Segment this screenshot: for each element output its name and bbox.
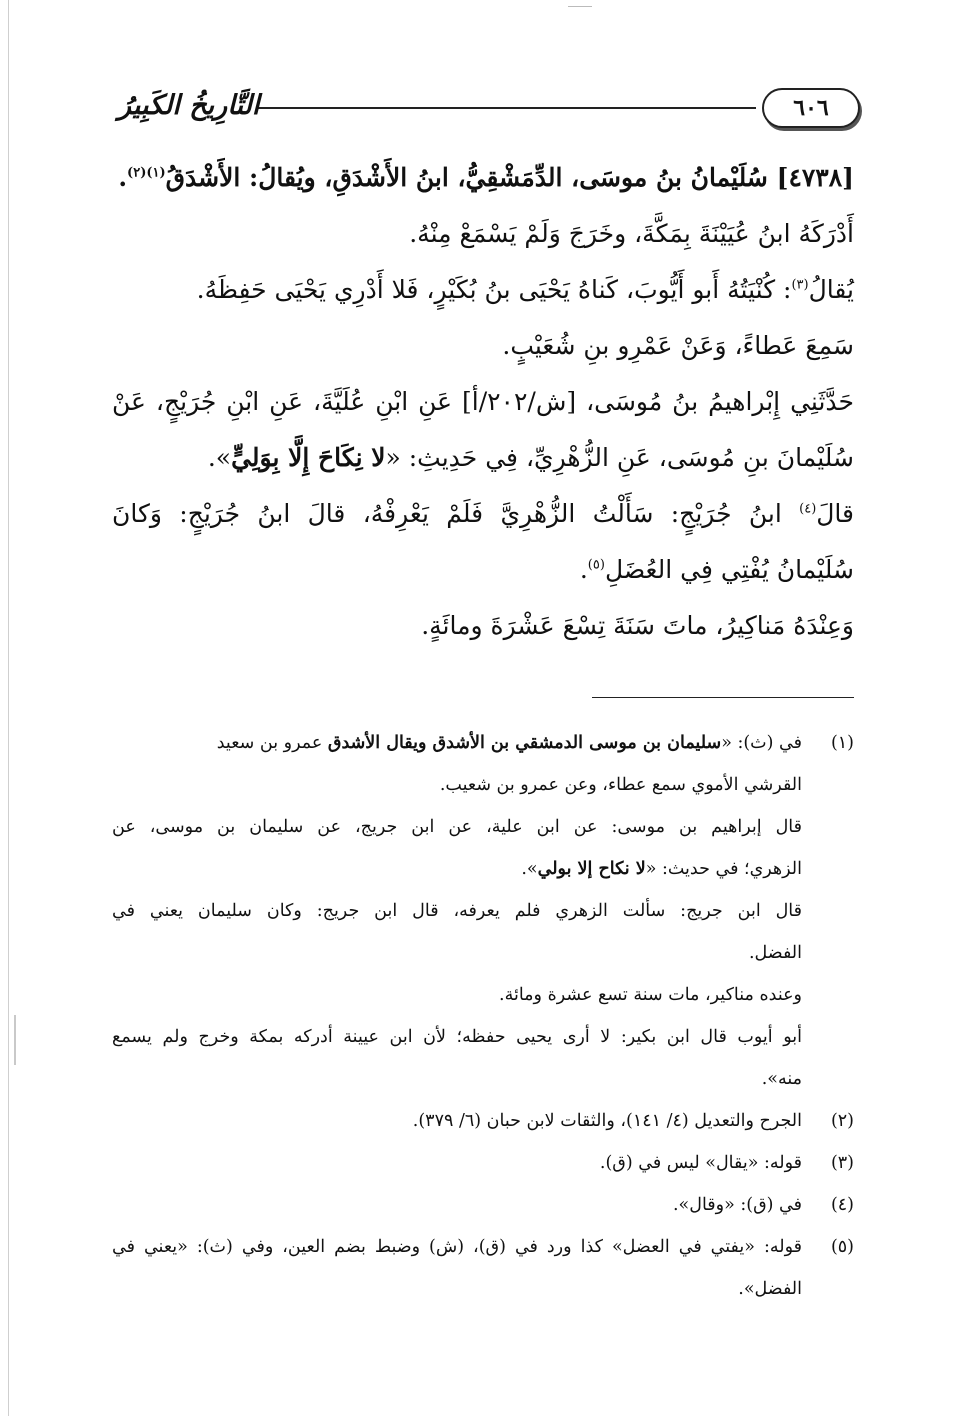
footnote-3 (112, 1142, 854, 1184)
footnote-number: (١) (830, 733, 854, 753)
page-number: ٦٠٦ (793, 95, 829, 121)
footnote-ref: (٣) (791, 277, 809, 293)
footnote-number: (٢) (830, 1111, 854, 1131)
footnote-5 (112, 1226, 854, 1310)
footnote-line (112, 848, 802, 890)
text-line: حَدَّثَنِي إِبْراهيمُ بنُ مُوسَى، [ش/٢٠٢/أ] عَنِ ابْنِ عُلَيَّةَ، عَنِ ابْنِ جُرَيْجٍ، عَنْ (112, 387, 854, 416)
scan-mark (568, 6, 592, 7)
footnote-ref: (٤) (799, 501, 817, 517)
entry-title: سُلَيْمانُ بنُ موسَى، الدِّمَشْقِيُّ، ابنُ الأَشْدَقِ، ويُقالُ: الأَشْدَقُ (165, 163, 768, 192)
book-title: التَّارِيخُ الكَبِيرُ (118, 90, 260, 121)
footnote-bold: لا نكاح إلا بولي (537, 859, 646, 879)
text-span: ». (521, 859, 538, 879)
text-line: أَدْرَكَهُ ابنُ عُيَيْنَةَ بِمَكَّةَ، وخَرَجَ وَلَمْ يَسْمَعْ مِنْهُ. (409, 219, 854, 248)
footnote-line: قال ابن جريج: سألت الزهري فلم يعرفه، قال ابن جريج: وكان سليمان يعني في (112, 901, 802, 921)
footnote-line: الجرح والتعديل (٤/ ١٤١)، والثقات لابن حبان (٦/ ٣٧٩). (412, 1111, 802, 1131)
entry-number: [٤٧٣٨] (776, 163, 854, 192)
footnote-line: قوله: «يفتي في العضل» كذا ورد في (ق)، (ش) وضبط بضم العين، وفي (ث): «يعني في (112, 1237, 802, 1257)
text-line (112, 430, 854, 486)
footnote-line: في (ق): «وقال». (672, 1195, 802, 1215)
footnote-line: أبو أيوب قال ابن بكير: لا أرى يحيى حفظه؛ لأن ابن عيينة أدركه بمكة وخرج ولم يسمع (112, 1027, 802, 1047)
main-text (112, 150, 854, 654)
footnote-ref: (١)(٢) (127, 165, 166, 181)
footnote-2 (112, 1100, 854, 1142)
text-span: في (ث): « (721, 733, 802, 753)
text-line: وَعِنْدَهُ مَناكِيرُ، ماتَ سَنَةَ تِسْعَ عَشْرَةَ ومائَةٍ. (421, 611, 854, 640)
footnote-line: قال إبراهيم بن موسى: عن ابن علية، عن ابن جريج، عن سليمان بن موسى، عن (112, 817, 802, 837)
text-span: . (579, 555, 588, 584)
text-span: سُلَيْمانَ بنِ مُوسَى، عَنِ الزُّهْرِيِّ، فِي حَدِيثِ: « (385, 443, 854, 472)
text-line (112, 262, 854, 318)
scan-mark (14, 1015, 16, 1065)
footnote-bold: سليمان بن موسى الدمشقي بن الأشدق ويقال الأشدق (327, 733, 722, 753)
text-span: قالَ (816, 499, 854, 528)
entry-end: . (118, 163, 128, 192)
footnote-line: قوله: «يقال» ليس في (ق). (599, 1153, 802, 1173)
text-span: ». (207, 443, 232, 472)
text-span: : كُنْيَتُهُ أَبو أَيُّوبَ، كَناهُ يَحْيَى بنُ بُكَيْرٍ، فَلا أَدْرِي يَحْيَى حَفِظَهُ. (196, 275, 792, 304)
text-span: الزهري؛ في حديث: « (645, 859, 802, 879)
text-line (112, 486, 854, 542)
footnote-line: القرشي الأموي سمع عطاء، وعن عمرو بن شعيب. (439, 775, 802, 795)
entry-heading (112, 150, 854, 206)
footnote-number: (٣) (830, 1153, 854, 1173)
footnote-ref: (٥) (587, 557, 605, 573)
text-span: يُقالُ (808, 275, 854, 304)
footnote-line: منه». (761, 1069, 802, 1089)
text-span: عمرو بن سعيد (216, 733, 328, 753)
footnote-line: وعنده مناكير، مات سنة تسع عشرة ومائة. (499, 985, 802, 1005)
footnotes (112, 722, 854, 1310)
header-rule (258, 107, 756, 109)
footnote-line (112, 722, 802, 764)
page-header (118, 84, 846, 134)
text-line: سَمِعَ عَطاءً، وَعَنْ عَمْرِو بنِ شُعَيْبٍ. (502, 331, 854, 360)
footnote-divider (592, 697, 854, 698)
footnote-line: الفضل. (748, 943, 802, 963)
scan-edge-line (8, 0, 9, 1416)
footnote-number: (٥) (830, 1237, 854, 1257)
text-span: سُلَيْمانُ يُفْتِي فِي العُضَلِ (604, 555, 854, 584)
footnote-line: الفضل». (738, 1279, 802, 1299)
footnote-4 (112, 1184, 854, 1226)
hadith-text: لا نِكَاحَ إِلَّا بِوَلِيٍّ (231, 443, 386, 472)
footnote-number: (٤) (830, 1195, 854, 1215)
page-number-badge (762, 88, 860, 128)
text-line (112, 542, 854, 598)
footnote-1 (112, 722, 854, 1100)
text-span: ابنُ جُرَيْجٍ: سَأَلْتُ الزُّهْرِيَّ فَلَمْ يَعْرِفْهُ، قالَ ابنُ جُرَيْجٍ: وَكانَ (112, 499, 800, 528)
